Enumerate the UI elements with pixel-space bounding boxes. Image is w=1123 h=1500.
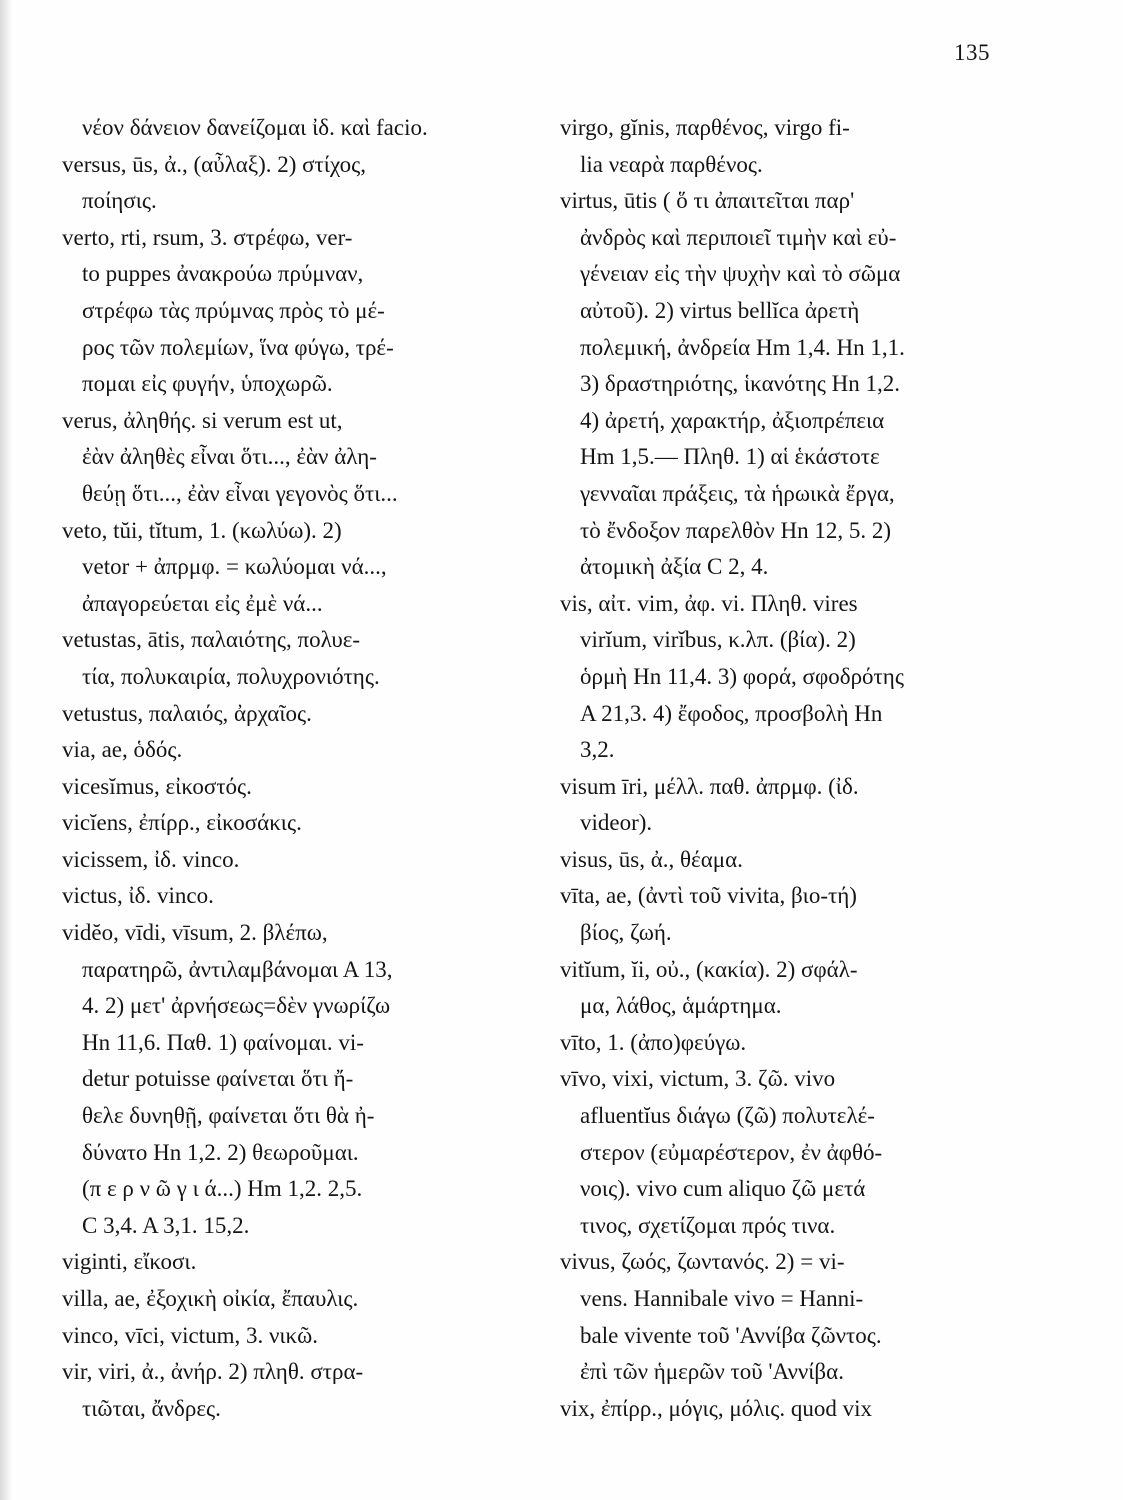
entry-continuation-line: θεύῃ ὅτι..., ἐὰν εἶναι γεγονὸς ὅτι... xyxy=(82,480,398,506)
entry-continuation-line: τὸ ἔνδοξον παρελθὸν Hn 12, 5. 2) xyxy=(580,517,892,543)
entry-continuation-line: videor). xyxy=(580,810,653,836)
page-number: 135 xyxy=(954,40,990,65)
entry-headword-line: viginti, εἴκοσι. xyxy=(62,1249,197,1275)
entry-continuation-line: γενναῖαι πράξεις, τὰ ἡρωικὰ ἔργα, xyxy=(580,480,895,506)
entry-continuation-line: ποίησις. xyxy=(82,188,157,214)
entry-continuation-line: 4) ἀρετή, χαρακτήρ, ἀξιοπρέπεια xyxy=(580,407,885,433)
entry-headword-line: vitĭum, ĭi, οὐ., (κακία). 2) σφάλ- xyxy=(560,956,858,982)
entry-headword-line: via, ae, ὁδός. xyxy=(62,737,183,763)
entry-headword-line: vetustus, παλαιός, ἀρχαῖος. xyxy=(62,700,312,726)
entry-continuation-line: vetor + ἀπρμφ. = κωλύομαι νά..., xyxy=(82,554,387,580)
entry-continuation-line: ἐὰν ἀληθὲς εἶναι ὅτι..., ἐὰν ἀλη- xyxy=(82,444,377,470)
entry-continuation-line: A 21,3. 4) ἔφοδος, προσβολὴ Hn xyxy=(580,700,883,726)
entry-headword-line: vix, ἐπίρρ., μόγις, μόλις. quod vix xyxy=(560,1395,872,1421)
entry-continuation-line: 3,2. xyxy=(580,737,615,763)
entry-continuation-line: (π ε ρ ν ῶ γ ι ά...) Hm 1,2. 2,5. xyxy=(82,1176,363,1202)
entry-headword-line: visum īri, μέλλ. παθ. ἀπρμφ. (ἰδ. xyxy=(560,773,859,799)
entry-continuation-line: Hn 11,6. Παθ. 1) φαίνομαι. vi- xyxy=(82,1029,364,1055)
entry-headword-line: virgo, gĭnis, παρθένος, virgo fi- xyxy=(560,115,850,140)
entry-continuation-line: θελε δυνηθῇ, φαίνεται ὅτι θὰ ἠ- xyxy=(82,1103,375,1129)
entry-continuation-line: ἐπὶ τῶν ἡμερῶν τοῦ 'Αννίβα. xyxy=(580,1359,844,1385)
entry-continuation-line: δύνατο Hn 1,2. 2) θεωροῦμαι. xyxy=(82,1139,359,1165)
entry-continuation-line: τία, πολυκαιρία, πολυχρονιότης. xyxy=(82,663,380,689)
entry-headword-line: verto, rti, rsum, 3. στρέφω, ver- xyxy=(62,224,353,250)
entry-continuation-line: detur potuisse φαίνεται ὅτι ἤ- xyxy=(82,1066,354,1092)
entry-headword-line: vivus, ζωός, ζωντανός. 2) = vi- xyxy=(560,1249,845,1275)
entry-continuation-line: βίος, ζωή. xyxy=(580,920,672,946)
entry-headword-line: verus, ἀληθής. si verum est ut, xyxy=(62,407,343,433)
entry-continuation-line: ἀτομικὴ ἀξία C 2, 4. xyxy=(580,554,769,580)
entry-continuation-line: 4. 2) μετ' ἀρνήσεως=δὲν γνωρίζω xyxy=(82,993,391,1019)
entry-continuation-line: C 3,4. A 3,1. 15,2. xyxy=(82,1212,250,1238)
entry-headword-line: virtus, ūtis ( ὅ τι ἀπαιτεῖται παρ' xyxy=(560,188,855,214)
entry-continuation-line: afluentĭus διάγω (ζῶ) πολυτελέ- xyxy=(580,1103,875,1129)
entry-continuation-line: νοις). vivo cum aliquo ζῶ μετά xyxy=(580,1176,866,1202)
entry-headword-line: vicĭens, ἐπίρρ., εἰκοσάκις. xyxy=(62,810,302,836)
entry-headword-line: vidĕo, vīdi, vīsum, 2. βλέπω, xyxy=(62,920,328,946)
entry-continuation-line: lia νεαρὰ παρθένος. xyxy=(580,151,763,177)
entry-continuation-line: ἀνδρὸς καὶ περιποιεῖ τιμὴν καὶ εὐ- xyxy=(580,224,897,250)
entry-continuation-line: ἀπαγορεύεται εἰς ἐμὲ νά... xyxy=(82,590,323,616)
entry-continuation-line: Hm 1,5.— Πληθ. 1) αἱ ἑκάστοτε xyxy=(580,444,880,470)
entry-continuation-line: στρέφω τὰς πρύμνας πρὸς τὸ μέ- xyxy=(82,297,385,323)
entry-headword-line: vir, viri, ἀ., ἀνήρ. 2) πληθ. στρα- xyxy=(62,1359,364,1385)
entry-continuation-line: αὐτοῦ). 2) virtus bellĭca ἀρετὴ xyxy=(580,297,860,323)
entry-headword-line: vīvo, vixi, victum, 3. ζῶ. vivo xyxy=(560,1066,836,1092)
entry-continuation-line: μα, λάθος, ἁμάρτημα. xyxy=(580,993,782,1019)
entry-continuation-line: παρατηρῶ, ἀντιλαμβάνομαι Α 13, xyxy=(82,956,393,982)
entry-headword-line: veto, tŭi, tĭtum, 1. (κωλύω). 2) xyxy=(62,517,342,543)
entry-continuation-line: virĭum, virĭbus, κ.λπ. (βία). 2) xyxy=(580,627,856,653)
entry-continuation-line: τινος, σχετίζομαι πρός τινα. xyxy=(580,1212,836,1238)
entry-headword-line: vicissem, ἰδ. vinco. xyxy=(62,846,240,872)
entry-headword-line: vīta, ae, (ἀντὶ τοῦ vivita, βιο-τή) xyxy=(560,883,857,909)
entry-continuation-line: bale vivente τοῦ 'Αννίβα ζῶντος. xyxy=(580,1322,882,1348)
entry-continuation-line: νέον δάνειον δανείζομαι ἰδ. καὶ facio. xyxy=(82,115,428,140)
entry-continuation-line: vens. Hannibale vivo = Hanni- xyxy=(580,1286,864,1311)
entry-continuation-line: γένειαν εἰς τὴν ψυχὴν καὶ τὸ σῶμα xyxy=(580,261,901,287)
entry-continuation-line: ὁρμὴ Hn 11,4. 3) φορά, σφοδρότης xyxy=(580,663,904,689)
entry-headword-line: victus, ἰδ. vinco. xyxy=(62,883,214,909)
entry-continuation-line: 3) δραστηριότης, ἱκανότης Hn 1,2. xyxy=(580,371,901,397)
entry-headword-line: vinco, vīci, victum, 3. νικῶ. xyxy=(62,1322,319,1348)
entry-continuation-line: ρος τῶν πολεμίων, ἵνα φύγω, τρέ- xyxy=(82,334,394,360)
left-column xyxy=(62,110,532,1427)
entry-continuation-line: τιῶται, ἄνδρες. xyxy=(82,1395,221,1421)
entry-headword-line: vīto, 1. (ἀπο)φεύγω. xyxy=(560,1029,747,1055)
entry-continuation-line: to puppes ἀνακρούω πρύμναν, xyxy=(82,261,364,287)
entry-headword-line: villa, ae, ἐξοχικὴ οἰκία, ἔπαυλις. xyxy=(62,1286,359,1311)
entry-headword-line: visus, ūs, ἀ., θέαμα. xyxy=(560,846,743,872)
entry-continuation-line: πολεμική, ἀνδρεία Hm 1,4. Hn 1,1. xyxy=(580,334,905,360)
entry-headword-line: vetustas, ātis, παλαιότης, πολυε- xyxy=(62,627,361,653)
entry-headword-line: vis, αἰτ. vim, ἀφ. vi. Πληθ. vires xyxy=(560,590,858,616)
entry-continuation-line: πομαι εἰς φυγήν, ὑποχωρῶ. xyxy=(82,371,333,397)
entry-continuation-line: στερον (εὐμαρέστερον, ἐν ἀφθό- xyxy=(580,1139,883,1165)
entry-headword-line: vicesĭmus, εἰκοστός. xyxy=(62,773,252,799)
right-column xyxy=(560,110,1000,1427)
entry-headword-line: versus, ūs, ἀ., (αὖλαξ). 2) στίχος, xyxy=(62,151,367,177)
